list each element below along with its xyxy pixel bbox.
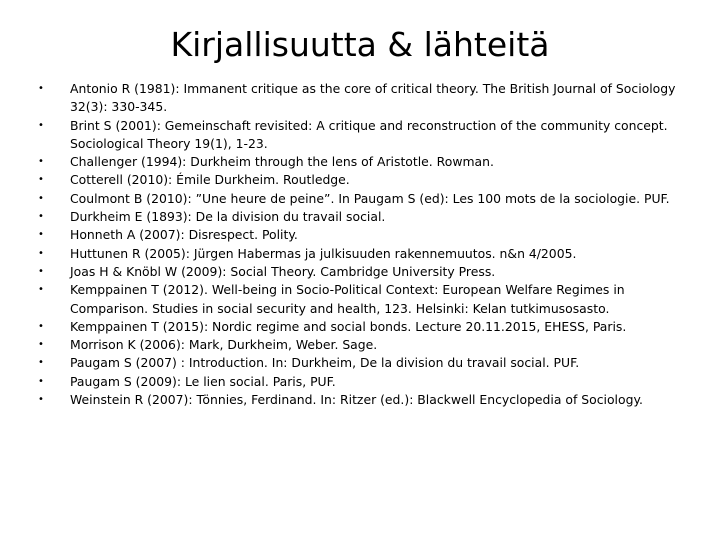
bullet-icon: •: [38, 247, 44, 259]
bullet-icon: •: [38, 156, 44, 168]
reference-item: [36, 190, 684, 208]
reference-text: Kemppainen T (2015): Nordic regime and social bonds. Lecture 20.11.2015, EHESS, Paris.: [70, 318, 627, 334]
bullet-icon: •: [38, 265, 44, 277]
reference-item: [36, 336, 684, 354]
reference-list: [36, 80, 684, 409]
reference-text: Joas H & Knöbl W (2009): Social Theory. Cambridge University Press.: [70, 263, 496, 279]
reference-text: Durkheim E (1893): De la division du travail social.: [70, 209, 386, 225]
reference-item: [36, 171, 684, 189]
reference-item: [36, 117, 684, 154]
reference-item: [36, 263, 684, 281]
reference-item: [36, 281, 684, 318]
reference-text: Huttunen R (2005): Jürgen Habermas ja julkisuuden rakennemuutos. n&n 4/2005.: [70, 245, 577, 261]
bullet-icon: •: [38, 394, 44, 406]
bullet-icon: •: [38, 192, 44, 204]
bullet-icon: •: [38, 229, 44, 241]
bullet-icon: •: [38, 174, 44, 186]
bullet-icon: •: [38, 119, 44, 131]
bullet-icon: •: [38, 339, 44, 351]
reference-text: Coulmont B (2010): ”Une heure de peine”. In Paugam S (ed): Les 100 mots de la sociologie. PUF.: [70, 190, 670, 206]
bullet-icon: •: [38, 284, 44, 296]
reference-text: Antonio R (1981): Immanent critique as the core of critical theory. The British Journal of Sociology 32(3): 330-345.: [70, 81, 676, 115]
reference-item: [36, 354, 684, 372]
slide-title: Kirjallisuutta & lähteitä: [170, 25, 550, 64]
bullet-icon: •: [38, 357, 44, 369]
reference-text: Challenger (1994): Durkheim through the lens of Aristotle. Rowman.: [70, 154, 494, 170]
reference-text: Brint S (2001): Gemeinschaft revisited: A critique and reconstruction of the community concept. Sociological Theory 19(1), 1-23.: [70, 117, 668, 151]
bullet-icon: •: [38, 211, 44, 223]
reference-item: [36, 373, 684, 391]
reference-item: [36, 226, 684, 244]
reference-item: [36, 318, 684, 336]
reference-text: Paugam S (2007) : Introduction. In: Durkheim, De la division du travail social. PUF.: [70, 355, 580, 371]
reference-text: Cotterell (2010): Émile Durkheim. Routledge.: [70, 172, 350, 188]
reference-item: [36, 391, 684, 409]
reference-text: Kemppainen T (2012). Well-being in Socio-Political Context: European Welfare Regimes in Comparison. Studies in social security and health, 123. Helsinki: Kelan tutkimusosasto.: [70, 282, 625, 316]
bullet-icon: •: [38, 320, 44, 332]
reference-text: Weinstein R (2007): Tönnies, Ferdinand. In: Ritzer (ed.): Blackwell Encyclopedia of Sociology.: [70, 392, 643, 408]
reference-item: [36, 208, 684, 226]
reference-text: Paugam S (2009): Le lien social. Paris, PUF.: [70, 373, 336, 389]
reference-item: [36, 80, 684, 117]
bullet-icon: •: [38, 375, 44, 387]
reference-text: Morrison K (2006): Mark, Durkheim, Weber. Sage.: [70, 337, 378, 353]
bullet-icon: •: [38, 83, 44, 94]
reference-item: [36, 153, 684, 171]
reference-item: [36, 245, 684, 263]
reference-text: Honneth A (2007): Disrespect. Polity.: [70, 227, 298, 243]
